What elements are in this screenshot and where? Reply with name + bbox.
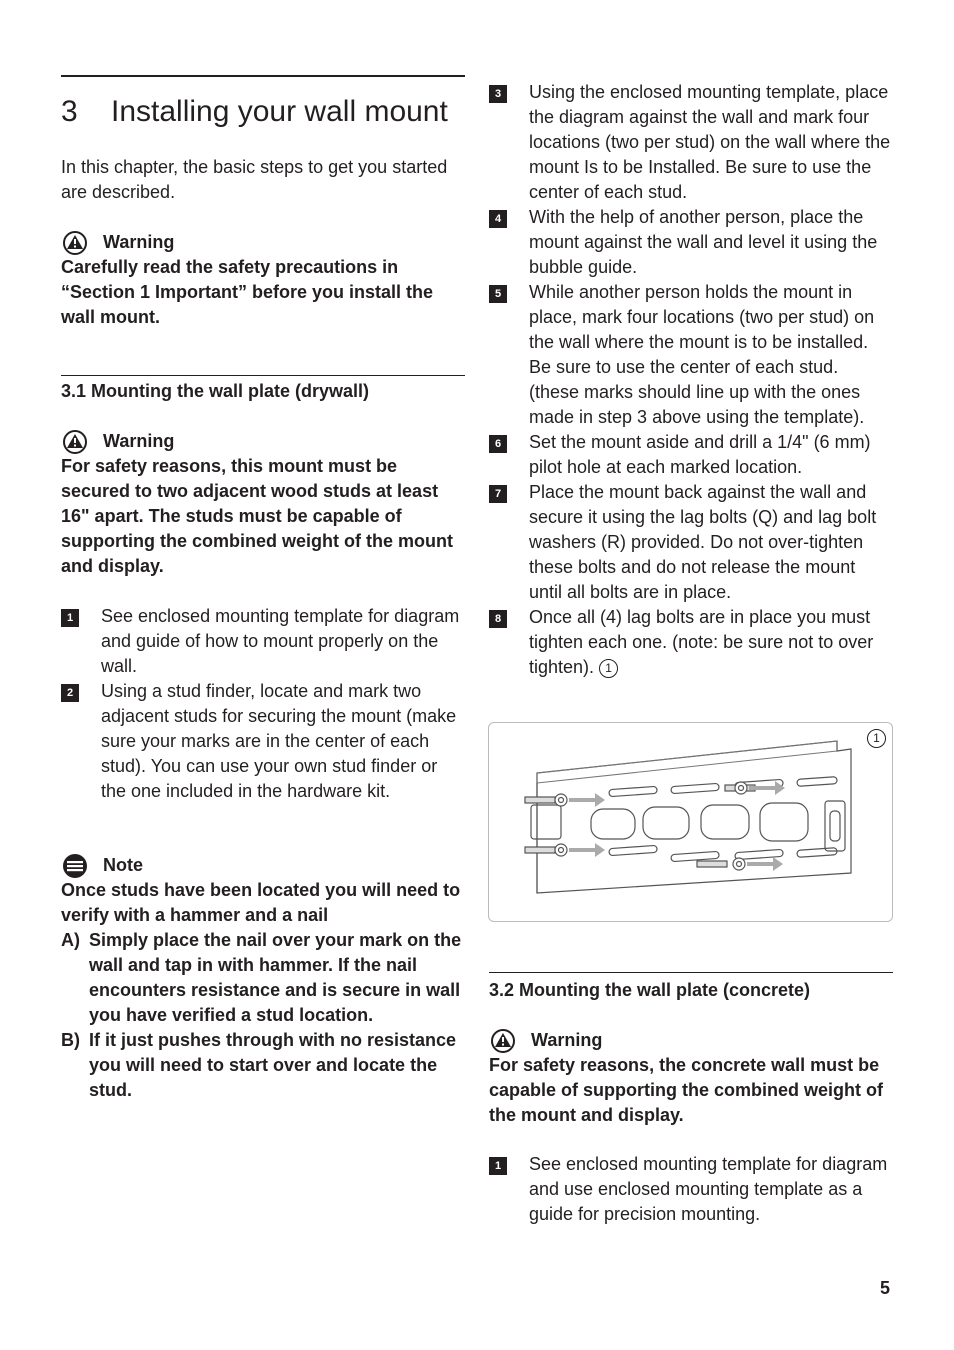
step-number: 5 (489, 285, 507, 303)
warning-text: For safety reasons, this mount must be secured to two adjacent wood studs at least 16" apart. The studs must be capable of supporting the combined weight of the mount and display. (61, 456, 453, 576)
wall-plate-illustration (489, 723, 892, 921)
section-rule (489, 972, 893, 973)
note-item-text: If it just pushes through with no resistance you will need to start over and locate the stud. (89, 1030, 457, 1100)
step-number: 3 (489, 85, 507, 103)
warning-icon (489, 1029, 517, 1053)
list-item (489, 1152, 893, 1227)
chapter-number: 3 (61, 95, 78, 128)
step-text: Set the mount aside and drill a 1/4" (6 mm) pilot hole at each marked location. (529, 432, 871, 477)
step-number: 1 (61, 609, 79, 627)
page-number: 5 (880, 1278, 891, 1298)
list-item (61, 1028, 465, 1103)
step-text: Using the enclosed mounting template, place the diagram against the wall and mark four locations (two per stud) on the wall where the mount Is to be Installed. Be sure to use the center of each stud. (529, 82, 891, 202)
section-heading-3-2: 3.2 Mounting the wall plate (concrete) (489, 980, 811, 1000)
warning-text: For safety reasons, the concrete wall must be capable of supporting the combined weight of the mount and display. (489, 1055, 884, 1125)
steps-list-3-1-continued (489, 80, 893, 680)
figure-number: 1 (867, 729, 886, 748)
list-item (489, 80, 893, 205)
step-text: With the help of another person, place the mount against the wall and level it using the bubble guide. (529, 207, 878, 277)
note-callout (61, 853, 465, 1103)
step-text: Once all (4) lag bolts are in place you must tighten each one. (note: be sure not to over tighten). (529, 607, 874, 677)
steps-list-3-2 (489, 1152, 893, 1227)
warning-callout-2 (61, 429, 465, 579)
note-label: Note (103, 855, 143, 875)
chapter-title (61, 95, 448, 129)
list-item (489, 430, 893, 480)
step-number: 7 (489, 485, 507, 503)
step-number: 1 (489, 1157, 507, 1175)
note-item-text: Simply place the nail over your mark on the wall and tap in with hammer. If the nail encounters resistance and is secure in wall you have verified a stud location. (89, 930, 462, 1025)
section-rule (61, 375, 465, 376)
top-rule (61, 75, 465, 77)
note-icon (61, 854, 89, 878)
note-item-label: A) (61, 930, 80, 950)
note-list (61, 928, 465, 1103)
list-item (489, 280, 893, 430)
steps-list-3-1 (61, 604, 465, 804)
warning-icon (61, 231, 89, 255)
list-item (61, 679, 465, 804)
warning-callout-3 (489, 1028, 893, 1128)
warning-callout-1 (61, 230, 465, 330)
list-item (61, 604, 465, 679)
warning-label: Warning (531, 1030, 603, 1050)
warning-label: Warning (103, 431, 175, 451)
warning-text: Carefully read the safety precautions in “Section 1 Important” before you install the wall mount. (61, 257, 434, 327)
step-number: 8 (489, 610, 507, 628)
step-number: 2 (61, 684, 79, 702)
step-text: See enclosed mounting template for diagram and guide of how to mount properly on the wall. (101, 606, 460, 676)
step-number: 6 (489, 435, 507, 453)
step-text: See enclosed mounting template for diagram and use enclosed mounting template as a guide for precision mounting. (529, 1154, 888, 1224)
figure-reference: 1 (599, 659, 618, 678)
step-text: Place the mount back against the wall and secure it using the lag bolts (Q) and lag bolt washers (R) provided. Do not over-tighten these bolts and do not release the mount until all bolts are in place. (529, 482, 877, 602)
step-number: 4 (489, 210, 507, 228)
note-intro: Once studs have been located you will need to verify with a hammer and a nail (61, 880, 461, 925)
list-item (489, 205, 893, 280)
step-text: While another person holds the mount in place, mark four locations (two per stud) on the wall where the mount is to be installed. Be sure to use the center of each stud. (these marks should line up with the ones made in step 3 above using the template). (529, 282, 875, 427)
warning-label: Warning (103, 232, 175, 252)
list-item (489, 480, 893, 605)
section-heading-3-1: 3.1 Mounting the wall plate (drywall) (61, 381, 370, 401)
warning-icon (61, 430, 89, 454)
list-item (61, 928, 465, 1028)
intro-paragraph: In this chapter, the basic steps to get you started are described. (61, 157, 448, 202)
step-text: Using a stud finder, locate and mark two adjacent studs for securing the mount (make sure your marks are in the center of each stud). You can use your own stud finder or the one included in the hardware kit. (101, 681, 457, 801)
wall-plate-figure (488, 722, 893, 922)
note-item-label: B) (61, 1030, 80, 1050)
chapter-title-text: Installing your wall mount (111, 95, 448, 128)
list-item (489, 605, 893, 680)
